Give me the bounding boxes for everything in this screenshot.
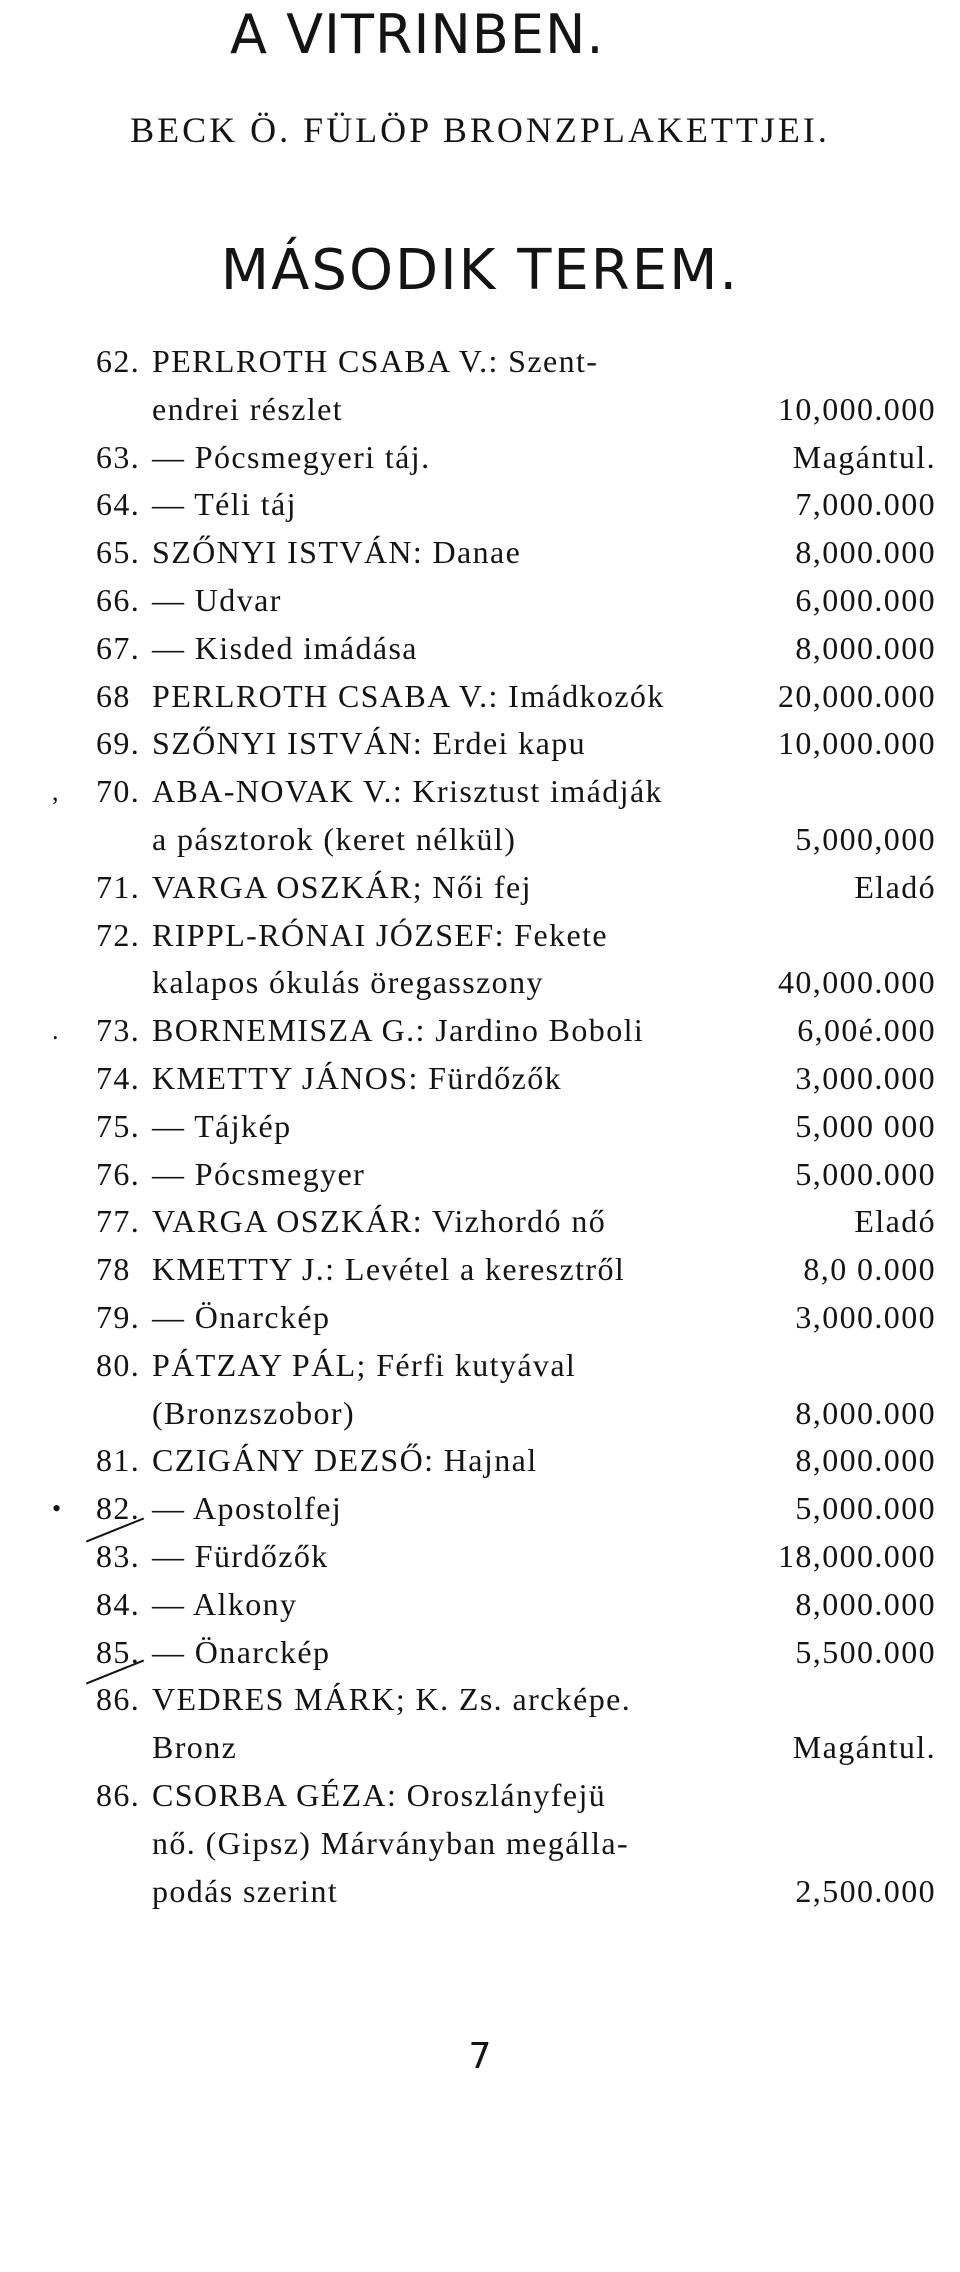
- entry-price: 8,000.000: [795, 1394, 936, 1431]
- entry-text: VEDRES MÁRK; K. Zs. arcképe.: [152, 1681, 632, 1718]
- entry-price: Magántul.: [792, 438, 936, 475]
- entry-price: 8,000.000: [795, 1585, 936, 1622]
- entry-number: 82.: [96, 1490, 141, 1527]
- catalogue-line: [96, 1390, 936, 1438]
- catalogue-line: [96, 577, 936, 625]
- catalogue-line: [96, 1533, 936, 1581]
- catalogue-line: [52, 1485, 936, 1533]
- catalogue-line: [96, 1055, 936, 1103]
- entry-text: — Alkony: [152, 1585, 298, 1622]
- entry-price: 8,0 0.000: [803, 1251, 936, 1288]
- entry-text: endrei részlet: [152, 390, 344, 427]
- catalogue-line: [96, 625, 936, 673]
- page-number: 7: [468, 2036, 492, 2077]
- entry-number: 69.: [96, 725, 141, 762]
- entry-price: 6,00é.000: [797, 1012, 936, 1049]
- entry-price: 5,000.000: [795, 1490, 936, 1527]
- catalogue-line: [96, 1198, 936, 1246]
- entry-text: (Bronzszobor): [152, 1394, 356, 1431]
- entry-text: SZŐNYI ISTVÁN: Erdei kapu: [152, 725, 587, 762]
- entry-number: 67.: [96, 629, 141, 666]
- entry-price: 10,000.000: [778, 390, 936, 427]
- entry-number: 75.: [96, 1107, 141, 1144]
- entry-number: 81.: [96, 1442, 141, 1479]
- entry-number: 70.: [96, 773, 141, 810]
- entry-number: 78: [96, 1251, 131, 1288]
- entry-number: 79.: [96, 1298, 141, 1335]
- entry-price: 40,000.000: [778, 964, 936, 1001]
- catalogue-line: [96, 1151, 936, 1199]
- entry-number: 64.: [96, 486, 141, 523]
- entry-number: 86.: [96, 1776, 141, 1813]
- entry-number: 85.: [96, 1633, 141, 1670]
- catalogue-line: [96, 1294, 936, 1342]
- entry-text: KMETTY J.: Levétel a keresztről: [152, 1251, 626, 1288]
- margin-mark: ,: [52, 777, 60, 807]
- entry-number: 77.: [96, 1203, 141, 1240]
- entry-price: 5,000.000: [795, 1155, 936, 1192]
- catalogue-line: [96, 1581, 936, 1629]
- entry-price: Magántul.: [792, 1729, 936, 1766]
- entry-number: 72.: [96, 916, 141, 953]
- catalogue-line: [96, 673, 936, 721]
- entry-price: 8,000.000: [795, 629, 936, 666]
- catalogue-line: [96, 912, 936, 960]
- entry-text: VARGA OSZKÁR: Vizhordó nő: [152, 1203, 607, 1240]
- catalogue-line: [96, 338, 936, 386]
- margin-mark: .: [52, 1016, 60, 1046]
- entry-price: 3,000.000: [795, 1298, 936, 1335]
- entry-number: 76.: [96, 1155, 141, 1192]
- entry-text: CZIGÁNY DEZSŐ: Hajnal: [152, 1442, 538, 1479]
- entry-price: 7,000.000: [795, 486, 936, 523]
- entry-price: 5,000,000: [795, 820, 936, 857]
- entry-price: 8,000.000: [795, 534, 936, 571]
- entry-number: 83.: [96, 1537, 141, 1574]
- entry-text: — Udvar: [152, 581, 282, 618]
- entry-price: 5,000 000: [795, 1107, 936, 1144]
- entry-text: a pásztorok (keret nélkül): [152, 820, 517, 857]
- entry-text: ABA-NOVAK V.: Krisztust imádják: [152, 773, 663, 810]
- catalogue-line: [52, 1007, 936, 1055]
- catalogue-line: [96, 1342, 936, 1390]
- entry-text: Bronz: [152, 1729, 238, 1766]
- catalogue-line: [96, 864, 936, 912]
- catalogue-line: [96, 1868, 936, 1916]
- entry-price: Eladó: [854, 868, 936, 905]
- catalogue-line: [96, 1772, 936, 1820]
- entry-text: podás szerint: [152, 1872, 339, 1909]
- entry-text: — Kisded imádása: [152, 629, 418, 666]
- catalogue-line: [96, 1103, 936, 1151]
- entry-price: 8,000.000: [795, 1442, 936, 1479]
- catalogue-line: [96, 1676, 936, 1724]
- catalogue-line: [96, 386, 936, 434]
- catalogue-line: [96, 1437, 936, 1485]
- entry-number: 63.: [96, 438, 141, 475]
- entry-number: 73.: [96, 1012, 141, 1049]
- catalogue-line: [52, 768, 936, 816]
- entry-price: 10,000.000: [778, 725, 936, 762]
- entry-text: — Fürdőzők: [152, 1537, 329, 1574]
- catalogue-line: [96, 1820, 936, 1868]
- entry-text: — Apostolfej: [152, 1490, 343, 1527]
- catalogue-list: [52, 338, 936, 1915]
- section-heading: MÁSODIK TEREM.: [220, 238, 740, 303]
- entry-number: 74.: [96, 1059, 141, 1096]
- entry-text: BORNEMISZA G.: Jardino Boboli: [152, 1012, 645, 1049]
- entry-number: 84.: [96, 1585, 141, 1622]
- entry-number: 80.: [96, 1346, 141, 1383]
- entry-price: 20,000.000: [778, 677, 936, 714]
- entry-text: VARGA OSZKÁR; Női fej: [152, 868, 532, 905]
- catalogue-line: [96, 816, 936, 864]
- catalogue-line: [96, 720, 936, 768]
- entry-price: Eladó: [854, 1203, 936, 1240]
- entry-text: — Önarckép: [152, 1633, 331, 1670]
- entry-number: 71.: [96, 868, 141, 905]
- catalogue-line: [96, 1629, 936, 1677]
- entry-number: 66.: [96, 581, 141, 618]
- entry-price: 18,000.000: [778, 1537, 936, 1574]
- entry-price: 5,500.000: [795, 1633, 936, 1670]
- entry-text: SZŐNYI ISTVÁN: Danae: [152, 534, 522, 571]
- entry-text: — Pócsmegyer: [152, 1155, 366, 1192]
- entry-text: PERLROTH CSABA V.: Szent-: [152, 343, 599, 379]
- entry-text: — Tájkép: [152, 1107, 292, 1144]
- catalogue-line: [96, 529, 936, 577]
- entry-text: KMETTY JÁNOS: Fürdőzők: [152, 1059, 563, 1096]
- entry-text: — Önarckép: [152, 1298, 331, 1335]
- entry-number: 62.: [96, 343, 141, 379]
- entry-text: CSORBA GÉZA: Oroszlányfejü: [152, 1776, 607, 1813]
- entry-number: 65.: [96, 534, 141, 571]
- entry-price: 3,000.000: [795, 1059, 936, 1096]
- entry-text: nő. (Gipsz) Márványban megálla-: [152, 1824, 630, 1861]
- entry-text: RIPPL-RÓNAI JÓZSEF: Fekete: [152, 916, 608, 953]
- catalogue-line: [96, 1246, 936, 1294]
- entry-number: 68: [96, 677, 131, 714]
- entry-text: — Téli táj: [152, 486, 297, 523]
- entry-text: kalapos ókulás öregasszony: [152, 964, 544, 1001]
- catalogue-line: [96, 959, 936, 1007]
- entry-text: PERLROTH CSABA V.: Imádkozók: [152, 677, 665, 714]
- catalogue-line: [96, 481, 936, 529]
- entry-price: 2,500.000: [795, 1872, 936, 1909]
- vitrine-subtitle: BECK Ö. FÜLÖP BRONZPLAKETTJEI.: [130, 110, 830, 150]
- entry-text: PÁTZAY PÁL; Férfi kutyával: [152, 1346, 577, 1383]
- catalogue-line: [96, 434, 936, 482]
- entry-price: 6,000.000: [795, 581, 936, 618]
- vitrine-heading: A VITRINBEN.: [230, 3, 605, 66]
- entry-number: 86.: [96, 1681, 141, 1718]
- catalogue-line: [96, 1724, 936, 1772]
- entry-text: — Pócsmegyeri táj.: [152, 438, 431, 475]
- margin-mark: •: [52, 1494, 63, 1524]
